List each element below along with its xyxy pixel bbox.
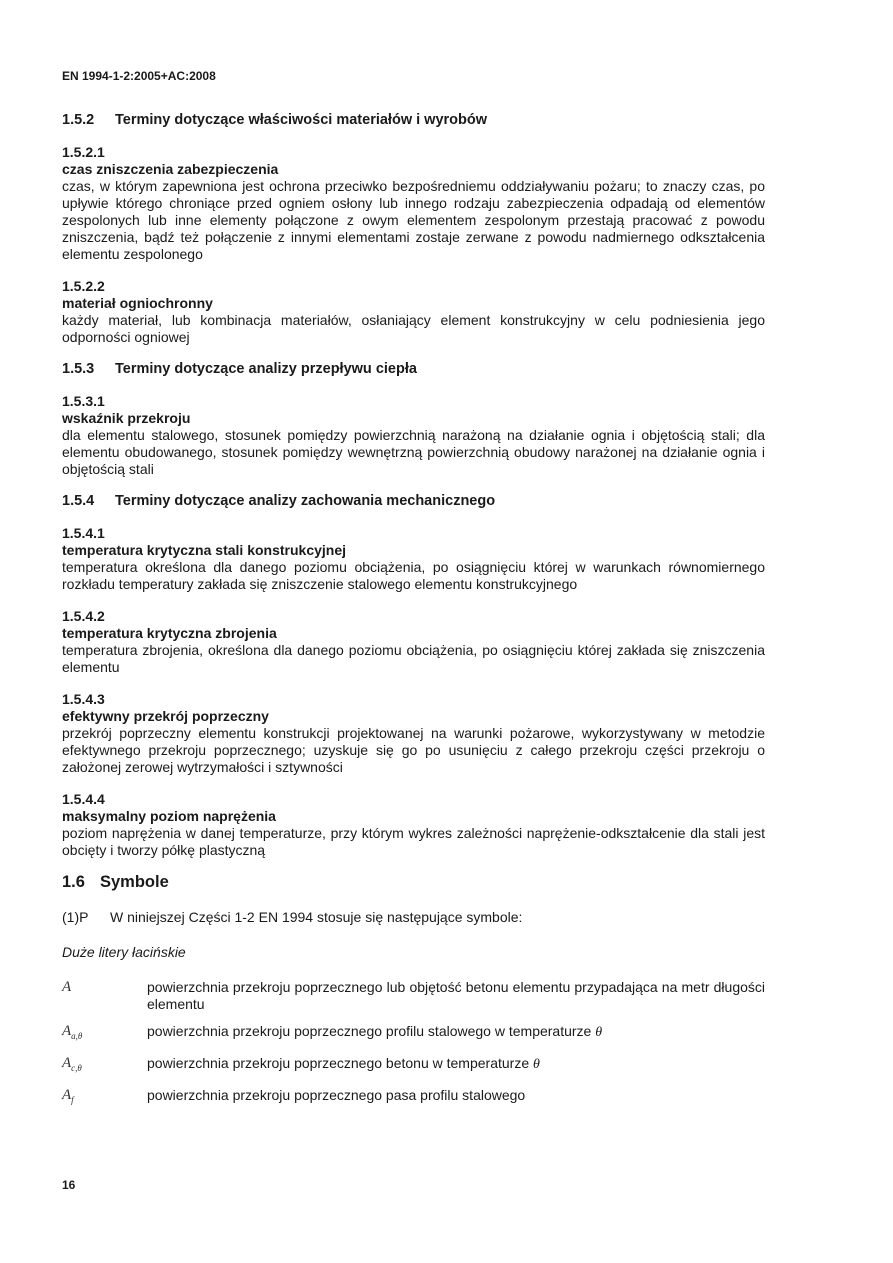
- paragraph-number: (1)P: [62, 909, 89, 925]
- theta-symbol: θ: [533, 1057, 540, 1072]
- symbol-description-text: powierzchnia przekroju poprzecznego lub objętość betonu elementu przypadająca na metr długości elementu: [147, 979, 765, 1012]
- symbols-subheading: Duże litery łacińskie: [62, 944, 186, 960]
- symbol-description: [147, 1055, 765, 1077]
- symbol-description: [147, 979, 765, 1013]
- symbols-heading-number: 1.6: [62, 873, 85, 891]
- symbol-row: [62, 1087, 765, 1109]
- definition-entry: [62, 791, 765, 859]
- symbols-list: [62, 979, 765, 1109]
- symbol: [62, 1023, 147, 1045]
- definition-term: maksymalny poziom naprężenia: [62, 808, 276, 824]
- symbol-subscript: a,θ: [71, 1031, 83, 1041]
- symbol-description: [147, 1023, 765, 1045]
- definition-text: temperatura określona dla danego poziomu obciążenia, po osiągnięciu której w warunkach równomiernego rozkładu temperatury zakłada się zniszczenie stalowego elementu konstrukcyjnego: [62, 559, 765, 592]
- definition-number: 1.5.4.4: [62, 791, 105, 807]
- section-heading: [62, 493, 765, 510]
- symbol-base: A: [62, 1023, 72, 1039]
- definition-number: 1.5.3.1: [62, 393, 105, 409]
- paragraph-text: W niniejszej Części 1-2 EN 1994 stosuje się następujące symbole:: [110, 909, 523, 925]
- symbol: [62, 979, 147, 1013]
- definition-entry: [62, 525, 765, 593]
- definition-text: temperatura zbrojenia, określona dla danego poziomu obciążenia, po osiągnięciu której zakłada się zniszczenia elementu: [62, 642, 765, 675]
- definition-number: 1.5.2.2: [62, 278, 105, 294]
- definition-term: wskaźnik przekroju: [62, 410, 191, 426]
- definition-entry: [62, 608, 765, 676]
- definition-number: 1.5.4.3: [62, 691, 105, 707]
- section-title: Terminy dotyczące analizy przepływu ciepła: [115, 361, 417, 377]
- symbol-base: A: [62, 1055, 72, 1071]
- definition-entry: [62, 144, 765, 263]
- symbols-heading-title: Symbole: [100, 873, 169, 891]
- theta-symbol: θ: [595, 1025, 603, 1040]
- definition-term: temperatura krytyczna stali konstrukcyjnej: [62, 542, 347, 558]
- symbol-description-text: powierzchnia przekroju poprzecznego pasa profilu stalowego: [147, 1087, 526, 1103]
- section-title: Terminy dotyczące analizy zachowania mechanicznego: [115, 493, 496, 509]
- section-number: 1.5.4: [62, 493, 95, 509]
- definition-term: efektywny przekrój poprzeczny: [62, 708, 269, 724]
- section-number: 1.5.2: [62, 112, 95, 128]
- definition-text: każdy materiał, lub kombinacja materiałów, osłaniający element konstrukcyjny w celu podniesienia jego odporności ogniowej: [62, 312, 765, 345]
- symbols-heading: [62, 874, 765, 891]
- definition-number: 1.5.4.1: [62, 525, 105, 541]
- symbol-description: [147, 1087, 765, 1109]
- symbol: [62, 1055, 147, 1077]
- symbol-subscript: c,θ: [71, 1063, 82, 1073]
- page-number: 16: [62, 1178, 76, 1192]
- definition-entry: [62, 691, 765, 776]
- definition-entry: [62, 393, 765, 478]
- definitions-list: [62, 112, 765, 859]
- definition-text: dla elementu stalowego, stosunek pomiędzy powierzchnią narażoną na działanie ognia i objętością stali; dla elementu obudowanego, stosunek pomiędzy wewnętrzną powierzchnią obudowy narażonej na działanie ognia i objętością stali: [62, 427, 765, 477]
- symbol-base: A: [62, 979, 72, 995]
- section-heading: [62, 112, 765, 129]
- definition-text: poziom naprężenia w danej temperaturze, przy którym wykres zależności naprężenie-odkształcenie dla stali jest obcięty i tworzy półkę plastyczną: [62, 825, 765, 858]
- definition-text: przekrój poprzeczny elementu konstrukcji projektowanej na warunki pożarowe, wykorzystywany w metodzie efektywnego przekroju poprzecznego; uzyskuje się go po usunięciu z całego przekroju części przekroju o założonej zerowej wytrzymałości i sztywności: [62, 725, 765, 775]
- symbol-base: A: [62, 1087, 72, 1103]
- definition-term: czas zniszczenia zabezpieczenia: [62, 161, 279, 177]
- definition-term: temperatura krytyczna zbrojenia: [62, 625, 277, 641]
- symbol-description-text: powierzchnia przekroju poprzecznego profilu stalowego w temperaturze: [147, 1023, 592, 1039]
- definition-text: czas, w którym zapewniona jest ochrona przeciwko bezpośredniemu oddziaływaniu pożaru; to znaczy czas, po upływie którego chroniące przed ogniem osłony lub innego rodzaju zabezpieczenia odpadają od elementów zespolonych lub inne elementy połączone z owym elementem zespolonym przestają pracować z powodu zniszczenia, bądź też połączenie z innymi elementami zostaje zerwane z powodu nadmiernego odkształcenia elementu zespolonego: [62, 178, 765, 262]
- definition-number: 1.5.2.1: [62, 144, 105, 160]
- definition-number: 1.5.4.2: [62, 608, 105, 624]
- symbol-row: [62, 1023, 765, 1045]
- definition-term: materiał ogniochronny: [62, 295, 213, 311]
- section-heading: [62, 361, 765, 378]
- document-header: EN 1994-1-2:2005+AC:2008: [62, 69, 216, 83]
- definition-entry: [62, 278, 765, 346]
- symbols-intro-paragraph: [62, 909, 765, 926]
- symbol-row: [62, 1055, 765, 1077]
- section-number: 1.5.3: [62, 361, 95, 377]
- symbol-row: [62, 979, 765, 1013]
- symbol: [62, 1087, 147, 1109]
- symbol-description-text: powierzchnia przekroju poprzecznego betonu w temperaturze: [147, 1055, 530, 1071]
- page-content: [62, 112, 765, 1119]
- symbol-subscript: f: [71, 1095, 74, 1105]
- section-title: Terminy dotyczące właściwości materiałów i wyrobów: [115, 112, 488, 128]
